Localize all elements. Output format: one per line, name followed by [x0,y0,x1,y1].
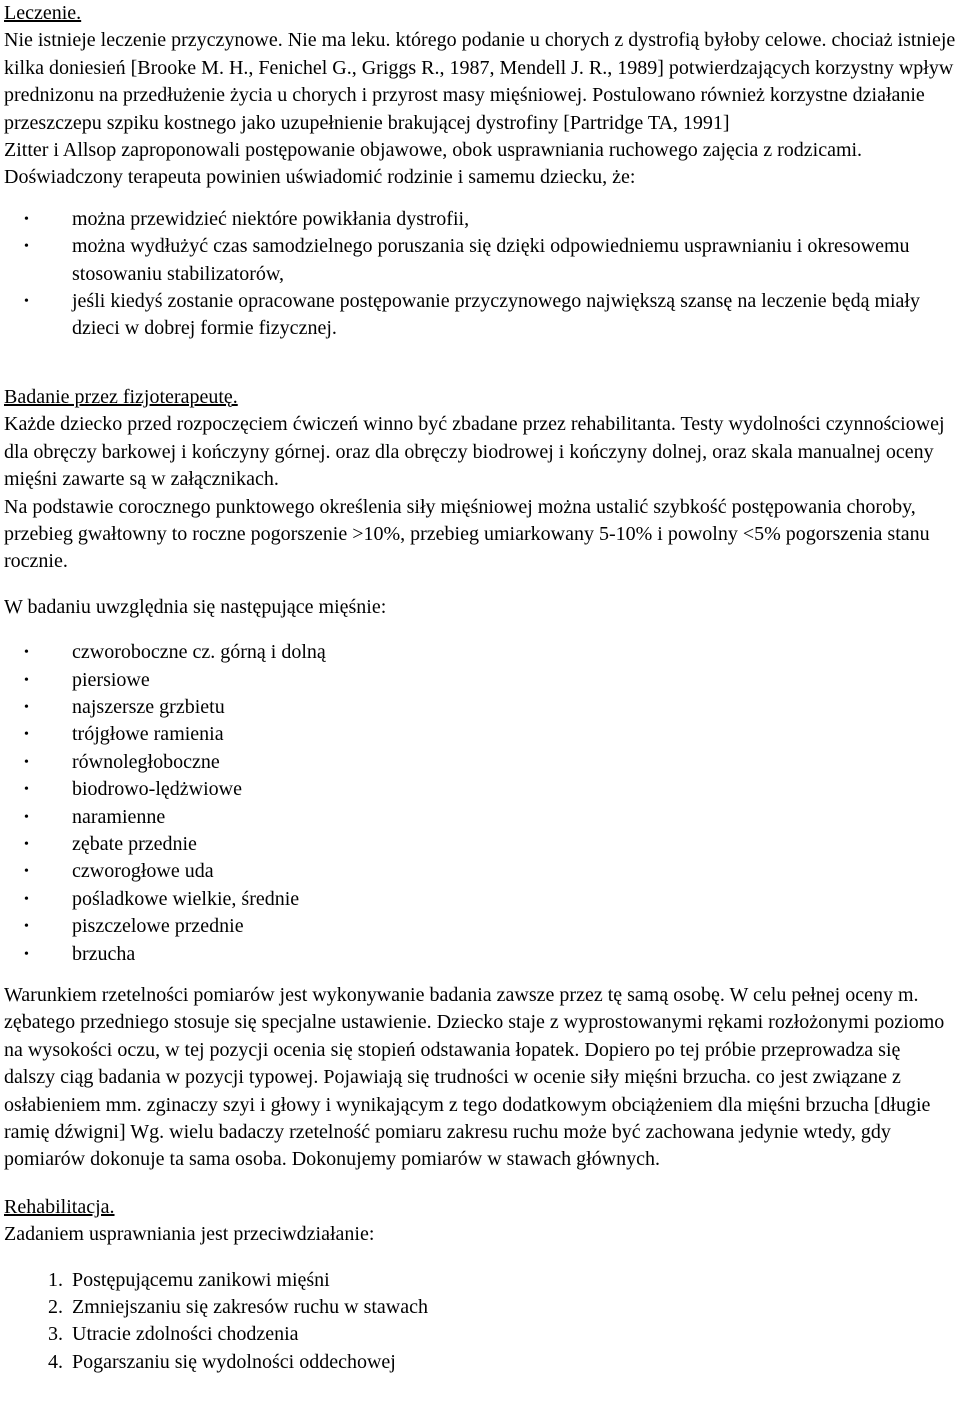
muscles-intro: W badaniu uwzględnia się następujące mięśnie: [4,595,387,618]
list-item-text: Utracie zdolności chodzenia [72,1323,299,1346]
section-heading-leczenie: Leczenie. [4,2,82,24]
paragraph-text: Zitter i Allsop zaproponowali postępowanie objawowe, obok usprawniania ruchowego zajęcia z rodzicami. [4,139,863,162]
list-item: • pośladkowe wielkie, średnie [4,886,956,913]
list-item [4,1267,956,1294]
spacer [4,968,956,982]
numbered-list-wrapper [4,1249,956,1377]
list-item: • biodrowo-lędżwiowe [4,776,956,803]
muscle-list [4,639,956,968]
list-number: 2. [48,1296,63,1319]
list-number: 4. [48,1350,63,1373]
paragraph: Każde dziecko przed rozpoczęciem ćwiczeń winno być zbadane przez rehabilitanta. Testy wydolności czynnościowej dla obręczy barkowej i kończyny górnej. oraz dla obręczy biodrowej i kończyny dolnej, oraz skala manualnej oceny mięśni zawarte są w załącznikach. [4,413,945,491]
list-item: • piszczelowe przednie [4,913,956,940]
spacer [4,576,956,594]
list-item: • trójgłowe ramienia [4,721,956,748]
list-item: • można wydłużyć czas samodzielnego poruszania się dzięki odpowiedniemu usprawnianiu i okresowemu stosowaniu stabilizatorów, [4,233,956,288]
list-item: • brzucha [4,941,956,968]
list-number: 1. [48,1268,63,1291]
paragraph: Warunkiem rzetelności pomiarów jest wykonywanie badania zawsze przez tę samą osobę. W celu pełnej oceny m. zębatego przedniego stosuje się specjalne ustawienie. Dziecko staje z wyprostowanymi rękami rozłożonymi poziomo na wysokości oczu, w tej pozycji ocenia się stopień odstawania łopatek. Dopiero po tej próbie przeprowadza się dalszy ciąg badania w pozycji typowej. Pojawiają się trudności w ocenie siły mięśni brzucha. co jest związane z osłabieniem mm. zginaczy szyi i głowy i wynikającym z tego dodatkowym obciążeniem dla mięśni brzucha [długie ramię dźwigni] Wg. wielu badaczy rzetelność pomiaru zakresu ruchu może być zachowana jedynie wtedy, gdy pomiarów dokonuje ta sama osoba. Dokonujemy pomiarów w stawach głównych. [4,984,945,1171]
numbered-list [4,1267,956,1377]
list-item: • równoległoboczne [4,749,956,776]
section-heading-badanie: Badanie przez fizjoterapeutę. [4,385,238,408]
paragraph-text: Postulowano również korzystne działanie przeszczepu szpiku kostnego jako uzupełnienie brakującej dystrofiny [Partridge TA, 1991] [4,84,925,134]
list-item-text: Pogarszaniu się wydolności oddechowej [72,1350,396,1373]
list-item: • piersiowe [4,667,956,694]
list-item: • naramienne [4,804,956,831]
section-badanie [4,384,956,1174]
list-item: • można przewidzieć niektóre powikłania dystrofii, [4,206,956,233]
bullet-list [4,206,956,343]
list-item-text: Postępującemu zanikowi mięśni [72,1268,330,1291]
list-item [4,1349,956,1376]
paragraph [4,137,956,192]
paragraph: Na podstawie corocznego punktowego określenia siły mięśniowej można ustalić szybkość postępowania choroby, przebieg gwałtowny to roczne pogorszenie >10%, przebieg umiarkowany 5-10% i powolny <5% pogorszenia stanu rocznie. [4,495,930,573]
section-heading-rehabilitacja: Rehabilitacja. [4,1195,115,1218]
paragraph [4,27,956,137]
rehabilitacja-intro: Zadaniem usprawniania jest przeciwdziałanie: [4,1223,375,1246]
list-item: • najszersze grzbietu [4,694,956,721]
section-leczenie [4,0,956,343]
list-item: • zębate przednie [4,831,956,858]
spacer [4,343,956,384]
list-item: • jeśli kiedyś zostanie opracowane postępowanie przyczynowego największą szansę na leczenie będą miały dzieci w dobrej formie fizycznej. [4,288,956,343]
list-item [4,1294,956,1321]
section-rehabilitacja [4,1194,956,1376]
paragraph-text: Doświadczony terapeuta powinien uświadomić rodzinie i samemu dziecku, że: [4,166,636,189]
bullet-list-wrapper [4,192,956,343]
bullet-list-wrapper [4,621,956,968]
list-item: • czworogłowe uda [4,858,956,885]
list-item: • czworoboczne cz. górną i dolną [4,639,956,666]
spacer [4,1174,956,1194]
list-item [4,1321,956,1348]
list-item-text: Zmniejszaniu się zakresów ruchu w stawach [72,1296,428,1319]
list-number: 3. [48,1323,63,1346]
paragraph-text: Nie istnieje leczenie przyczynowe. Nie ma leku. którego podanie u chorych z dystrofią byłoby celowe. chociaż istnieje kilka doniesień [Brooke M. H., Fenichel G., Griggs R., 1987, Mendell J. R., 1989] potwierdzających korzystny wpływ prednizonu na przedłużenie życia u chorych i przyrost masy mięśniowej. [4,29,956,107]
